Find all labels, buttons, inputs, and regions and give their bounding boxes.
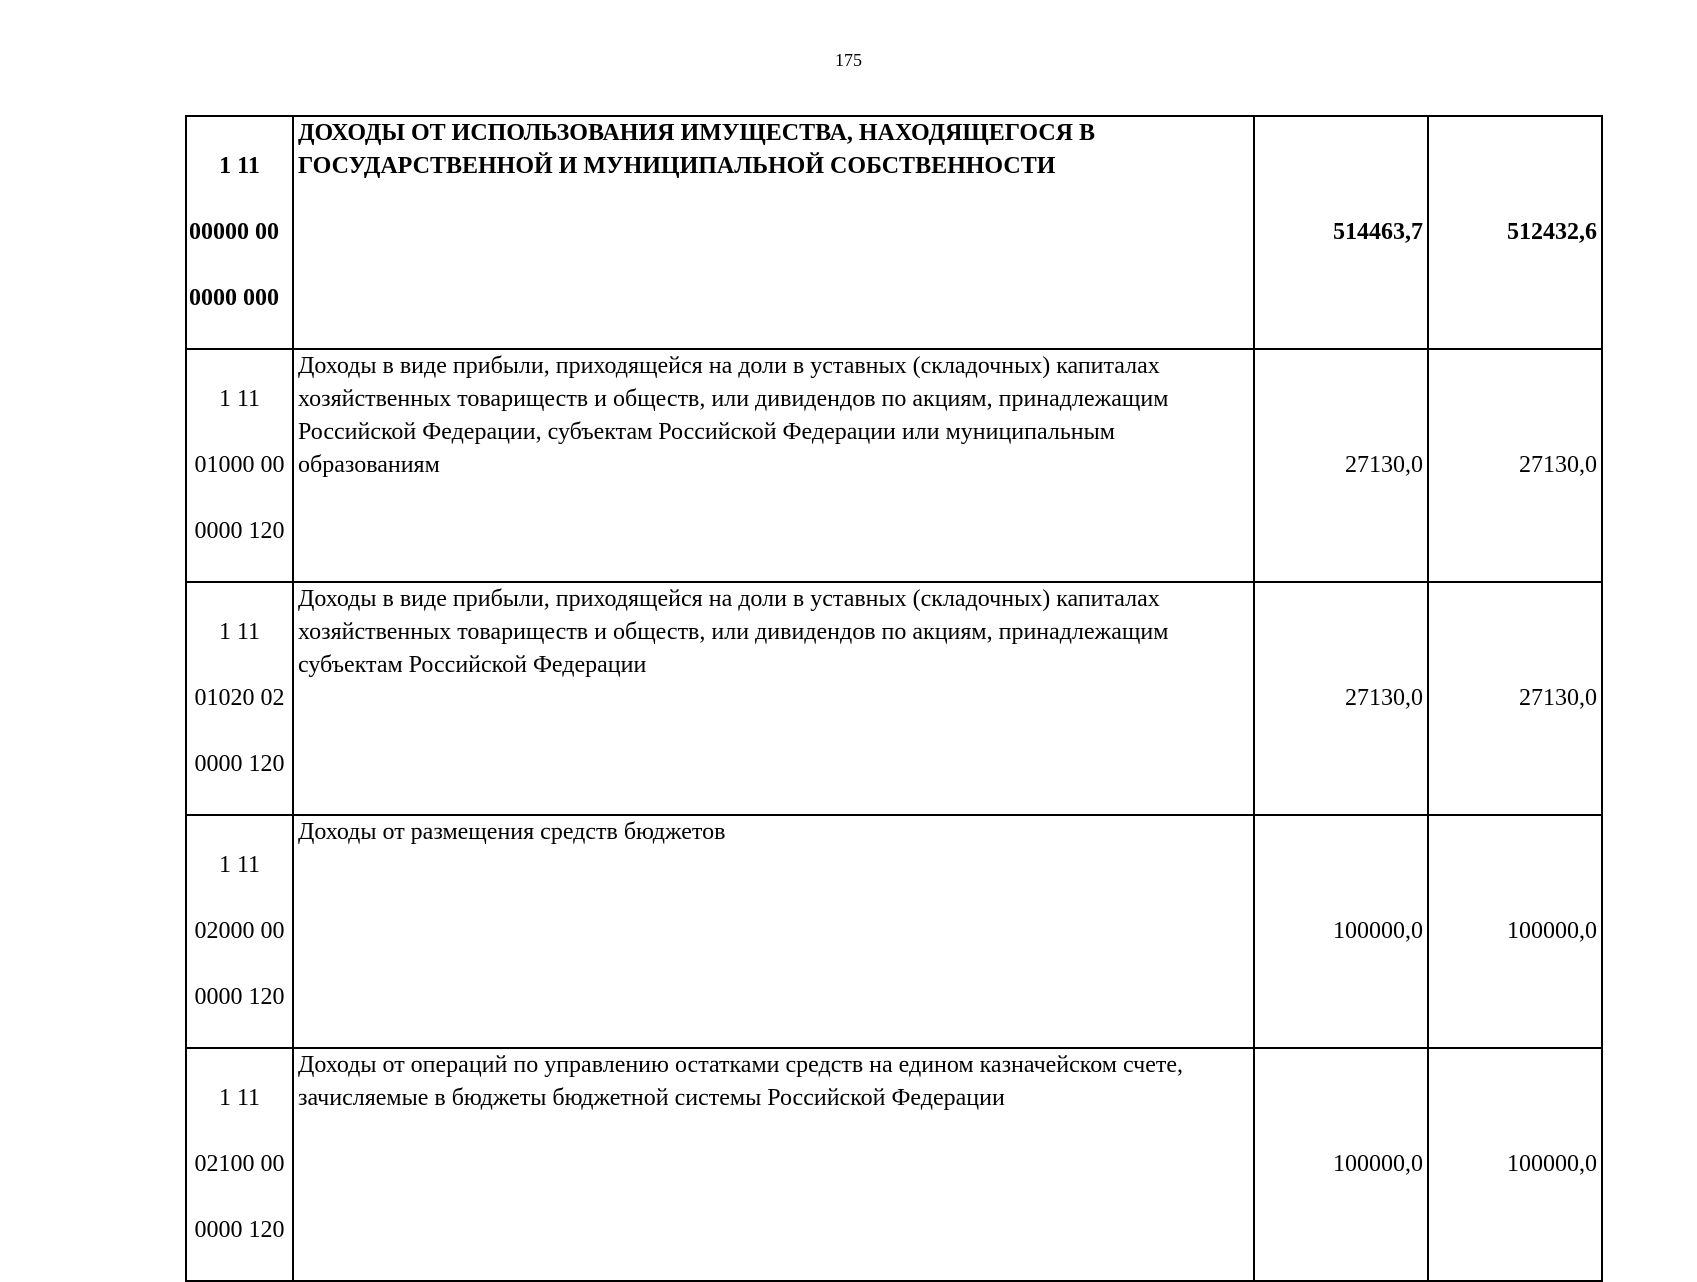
revenue-name-cell: Доходы в виде прибыли, приходящейся на доли в уставных (складочных) капиталах хозяйственных товариществ и обществ, или дивидендов по акциям, принадлежащим Российской Федерации, субъектам Российской Федерации или муниципальным образованиям <box>293 349 1254 582</box>
table-row <box>186 1048 1602 1281</box>
amount-cell-2: 27130,0 <box>1428 349 1602 582</box>
revenue-name-cell: Доходы от размещения средств бюджетов <box>293 815 1254 1048</box>
budget-code-line: 01000 00 <box>194 452 285 478</box>
budget-code-line: 0000 120 <box>194 984 285 1010</box>
budget-code-line: 01020 02 <box>194 685 285 711</box>
amount-cell-1: 100000,0 <box>1254 1048 1428 1281</box>
revenue-name-cell: Доходы в виде прибыли, приходящейся на доли в уставных (складочных) капиталах хозяйственных товариществ и обществ, или дивидендов по акциям, принадлежащим субъектам Российской Федерации <box>293 582 1254 815</box>
table-row <box>186 582 1602 815</box>
table-row <box>186 349 1602 582</box>
revenue-name-cell: Доходы от операций по управлению остатками средств на едином казначейском счете, зачисляемые в бюджеты бюджетной системы Российской Федерации <box>293 1048 1254 1281</box>
page-number: 175 <box>835 50 862 70</box>
budget-code-line: 0000 000 <box>189 285 279 311</box>
budget-code-cell <box>186 1048 293 1281</box>
table-row <box>186 815 1602 1048</box>
amount-cell-2: 27130,0 <box>1428 582 1602 815</box>
budget-code-line: 1 11 <box>219 153 260 179</box>
budget-code-cell <box>186 815 293 1048</box>
budget-code-line: 1 11 <box>218 1085 261 1111</box>
budget-code-line: 0000 120 <box>194 751 285 777</box>
table-row <box>186 116 1602 349</box>
budget-code-cell <box>186 116 293 349</box>
revenue-table <box>185 115 1603 1282</box>
budget-code-line: 02000 00 <box>194 918 285 944</box>
budget-code-cell <box>186 349 293 582</box>
amount-cell-1: 27130,0 <box>1254 349 1428 582</box>
amount-cell-1: 27130,0 <box>1254 582 1428 815</box>
amount-cell-2: 100000,0 <box>1428 1048 1602 1281</box>
budget-code-line: 1 11 <box>218 619 261 645</box>
budget-code-line: 02100 00 <box>194 1151 285 1177</box>
amount-cell-2: 100000,0 <box>1428 815 1602 1048</box>
amount-cell-1: 100000,0 <box>1254 815 1428 1048</box>
budget-code-line: 0000 120 <box>194 518 285 544</box>
amount-cell-2: 512432,6 <box>1428 116 1602 349</box>
amount-cell-1: 514463,7 <box>1254 116 1428 349</box>
budget-code-line: 1 11 <box>218 852 261 878</box>
budget-code-line: 00000 00 <box>189 219 279 245</box>
budget-code-cell <box>186 582 293 815</box>
budget-code-line: 0000 120 <box>194 1217 285 1243</box>
revenue-name-cell: ДОХОДЫ ОТ ИСПОЛЬЗОВАНИЯ ИМУЩЕСТВА, НАХОДЯЩЕГОСЯ В ГОСУДАРСТВЕННОЙ И МУНИЦИПАЛЬНОЙ СОБСТВЕННОСТИ <box>293 116 1254 349</box>
budget-code-line: 1 11 <box>218 386 261 412</box>
